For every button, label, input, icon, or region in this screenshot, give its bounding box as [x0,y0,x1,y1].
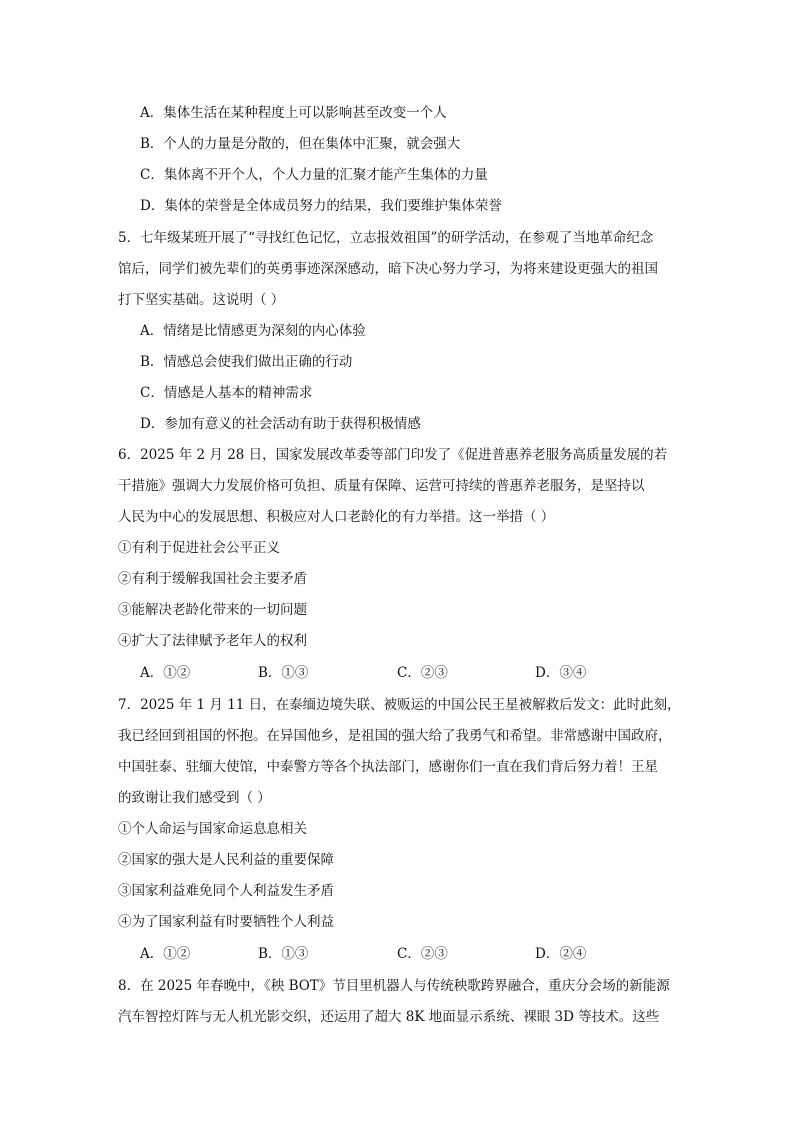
q6-statement-2: ②有利于缓解我国社会主要矛盾 [118,571,307,587]
q4-option-b: B．个人的力量是分散的，但在集体中汇聚，就会强大 [140,136,461,152]
q7-statement-2: ②国家的强大是人民利益的重要保障 [118,852,334,868]
q5-stem-line-3: 打下坚实基础。这说明（ ） [118,292,285,308]
q4-option-d: D．集体的荣誉是全体成员努力的结果，我们要维护集体荣誉 [140,198,502,214]
q4-option-a: A．集体生活在某种程度上可以影响甚至改变一个人 [140,105,447,121]
q7-statement-3: ③国家利益难免同个人利益发生矛盾 [118,883,334,899]
q5-stem-line-2: 馆后，同学们被先辈们的英勇事迹深深感动，暗下决心努力学习，为将来建设更强大的祖国 [118,261,658,277]
q4-option-c: C．集体离不开个人，个人力量的汇聚才能产生集体的力量 [140,167,488,183]
q6-choice-a: A．①② [140,665,191,681]
q7-stem-line-2: 我已经回到祖国的怀抱。在异国他乡，是祖国的强大给了我勇气和希望。非常感谢中国政府， [118,728,672,744]
q8-stem-line-1: 8．在 2025 年春晚中，《秧 BOT》节目里机器人与传统秧歌跨界融合，重庆分会场的新能源 [118,978,670,994]
q7-stem-line-4: 的致谢让我们感受到（ ） [118,790,271,806]
q5-stem-line-1: 5．七年级某班开展了“寻找红色记忆，立志报效祖国”的研学活动，在参观了当地革命纪念 [118,230,654,246]
q7-choice-c: C．②③ [397,946,448,962]
q6-choice-d: D．③④ [535,665,587,681]
q6-choice-c: C．②③ [397,665,448,681]
q5-option-c: C．情感是人基本的精神需求 [140,385,313,401]
q6-stem-line-3: 人民为中心的发展思想、积极应对人口老龄化的有力举措。这一举措（ ） [118,509,555,525]
q6-stem-line-1: 6．2025 年 2 月 28 日，国家发展改革委等部门印发了《促进普惠养老服务高质量发展的若 [118,447,668,463]
q7-statement-4: ④为了国家利益有时要牺牲个人利益 [118,914,334,930]
q7-statement-1: ①个人命运与国家命运息息相关 [118,821,307,837]
q7-choice-b: B．①③ [258,946,309,962]
q6-statement-1: ①有利于促进社会公平正义 [118,540,280,556]
q7-choice-d: D．②④ [535,946,587,962]
q7-choice-a: A．①② [140,946,191,962]
q5-option-b: B．情感总会使我们做出正确的行动 [140,354,353,370]
q7-stem-line-3: 中国驻泰、驻缅大使馆，中泰警方等各个执法部门，感谢你们一直在我们背后努力着！王星 [118,759,658,775]
q6-statement-3: ③能解决老龄化带来的一切问题 [118,602,307,618]
q5-option-d: D．参加有意义的社会活动有助于获得积极情感 [140,416,421,432]
q5-option-a: A．情绪是比情感更为深刻的内心体验 [140,323,366,339]
q8-stem-line-2: 汽车智控灯阵与无人机光影交织，还运用了超大 8K 地面显示系统、裸眼 3D 等技术。这些 [118,1009,660,1025]
q6-stem-line-2: 干措施》强调大力发展价格可负担、质量有保障、运营可持续的普惠养老服务，是坚持以 [118,478,645,494]
q6-choice-b: B．①③ [258,665,309,681]
q7-stem-line-1: 7．2025 年 1 月 11 日，在泰缅边境失联、被贩运的中国公民王星被解救后发文：此时此刻， [118,697,681,713]
q6-statement-4: ④扩大了法律赋予老年人的权利 [118,633,307,649]
